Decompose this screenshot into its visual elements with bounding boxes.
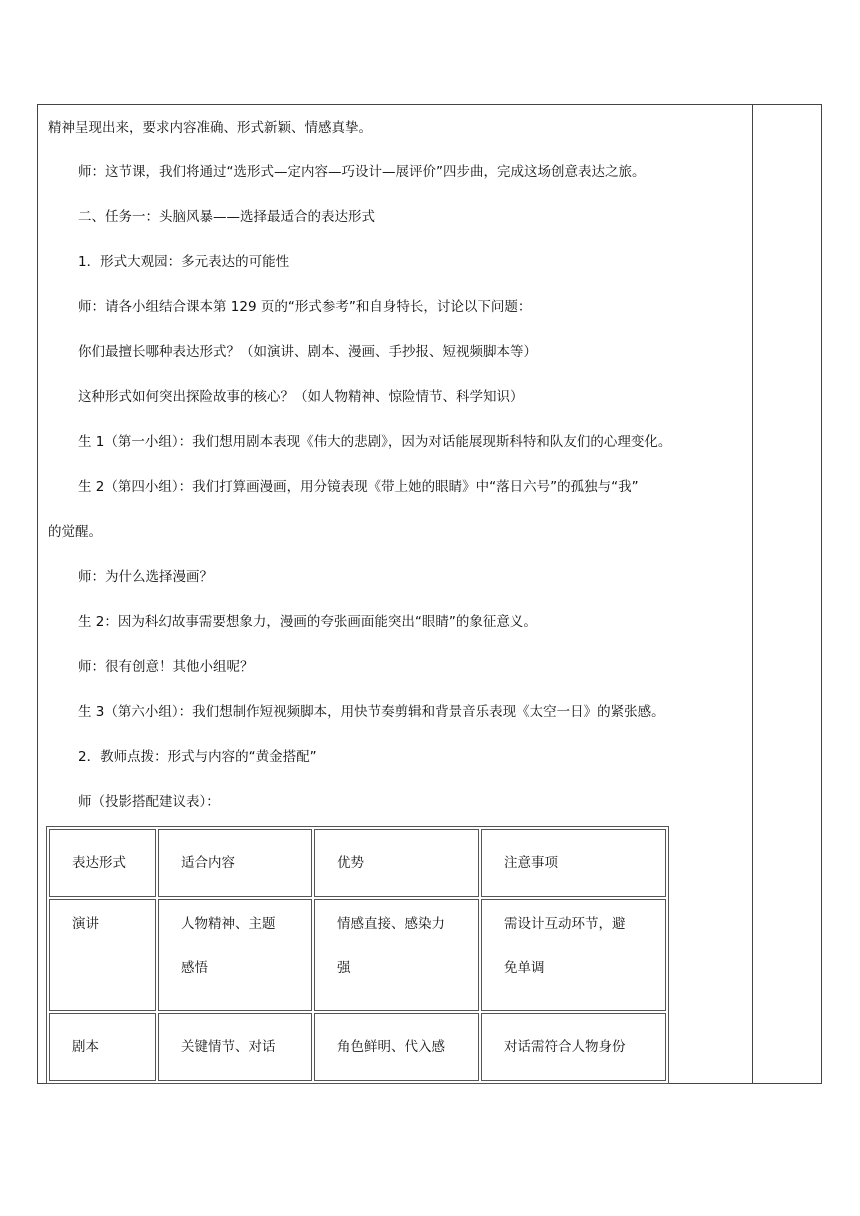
table-header-row [49,829,666,897]
paragraph: 精神呈现出来，要求内容准确、形式新颖、情感真挚。 [48,120,372,136]
table-row [49,899,666,1011]
table-row [49,1013,666,1081]
table-cell: 需设计互动环节，避 免单调 [481,899,666,1011]
table-header-cell: 适合内容 [158,829,312,897]
table-cell: 人物精神、主题 感悟 [158,899,312,1011]
column-divider [752,104,753,1084]
paragraph: 师：为什么选择漫画？ [78,569,213,585]
subsection-heading: 1．形式大观园：多元表达的可能性 [78,254,290,270]
table-header-cell: 表达形式 [49,829,156,897]
paragraph: 生 2：因为科幻故事需要想象力，漫画的夸张画面能突出“眼睛”的象征意义。 [78,614,537,630]
section-heading: 二、任务一：头脑风暴——选择最适合的表达形式 [78,209,375,225]
table-cell: 对话需符合人物身份 [481,1013,666,1081]
paragraph: 你们最擅长哪种表达形式？（如演讲、剧本、漫画、手抄报、短视频脚本等） [78,344,537,360]
suggestion-table [46,826,669,1084]
paragraph: 师：这节课，我们将通过“选形式—定内容—巧设计—展评价”四步曲，完成这场创意表达之旅。 [78,164,646,180]
paragraph: 的觉醒。 [48,524,102,540]
paragraph: 师：很有创意！其他小组呢？ [78,659,254,675]
table-cell: 剧本 [49,1013,156,1081]
paragraph: 生 2（第四小组）：我们打算画漫画，用分镜表现《带上她的眼睛》中“落日六号”的孤独与“我” [78,479,639,495]
table-header-cell: 优势 [314,829,479,897]
subsection-heading: 2．教师点拨：形式与内容的“黄金搭配” [78,749,317,765]
paragraph: 生 3（第六小组）：我们想制作短视频脚本，用快节奏剪辑和背景音乐表现《太空一日》的紧张感。 [78,704,665,720]
table-cell: 演讲 [49,899,156,1011]
table-header-cell: 注意事项 [481,829,666,897]
table-cell: 情感直接、感染力 强 [314,899,479,1011]
paragraph: 师（投影搭配建议表）： [78,794,220,810]
table-cell: 角色鲜明、代入感 [314,1013,479,1081]
paragraph: 这种形式如何突出探险故事的核心？（如人物精神、惊险情节、科学知识） [78,389,524,405]
paragraph: 生 1（第一小组）：我们想用剧本表现《伟大的悲剧》，因为对话能展现斯科特和队友们的心理变化。 [78,434,672,450]
table-cell: 关键情节、对话 [158,1013,312,1081]
paragraph: 师：请各小组结合课本第 129 页的“形式参考”和自身特长，讨论以下问题： [78,299,532,315]
